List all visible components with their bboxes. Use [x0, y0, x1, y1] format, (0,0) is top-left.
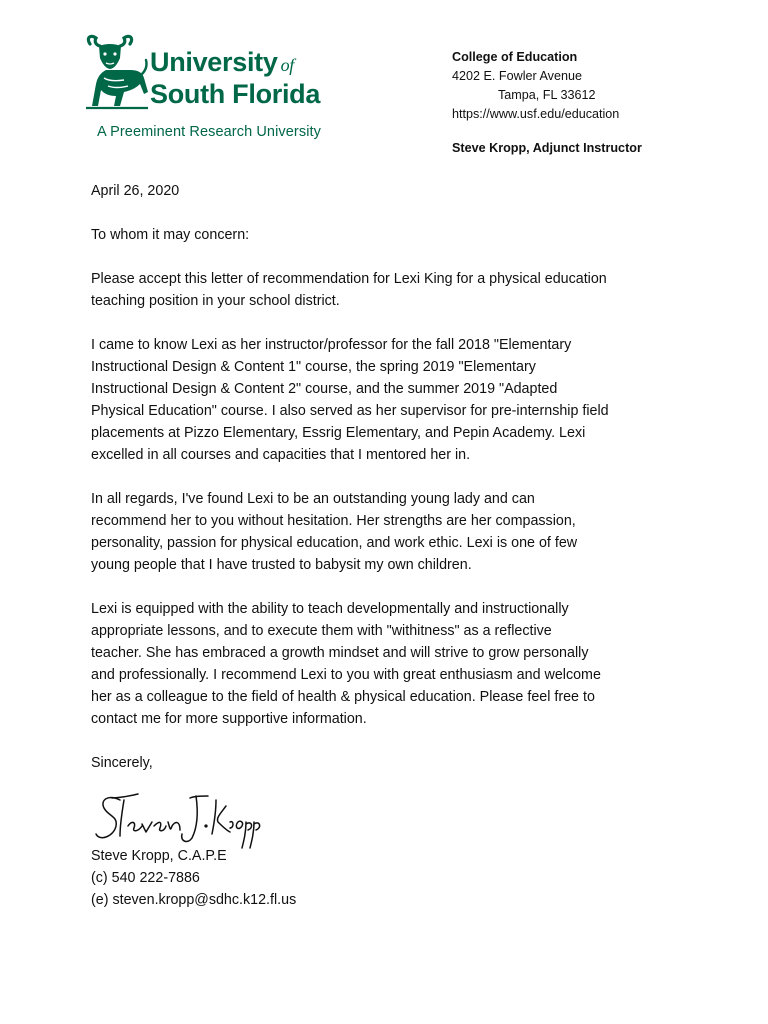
text-line: teaching position in your school district. [91, 293, 340, 309]
text-line: Instructional Design & Content 1" course, the spring 2019 "Elementary [91, 359, 536, 375]
university-name [150, 48, 320, 109]
logo-word-south-florida: South Florida [150, 79, 321, 109]
text-line: and professionally. I recommend Lexi to you with great enthusiasm and welcome [91, 667, 601, 683]
text-line: personality, passion for physical education, and work ethic. Lexi is one of few [91, 535, 578, 551]
salutation: To whom it may concern: [91, 227, 250, 243]
letter-date: April 26, 2020 [91, 183, 180, 199]
closing: Sincerely, [91, 755, 153, 771]
paragraph-strengths [91, 488, 691, 576]
logo-word-of: of [280, 55, 294, 75]
signer-email: (e) steven.kropp@sdhc.k12.fl.us [91, 892, 297, 908]
signer-phone: (c) 540 222-7886 [91, 870, 200, 886]
handwritten-signature [94, 786, 264, 850]
letter-body [91, 180, 691, 774]
text-line: young people that I have trusted to babysit my own children. [91, 557, 472, 573]
text-line: teacher. She has embraced a growth mindset and will strive to grow personally [91, 645, 589, 661]
street-address: 4202 E. Fowler Avenue [452, 69, 582, 83]
usf-logo [84, 34, 384, 146]
paragraph-background [91, 334, 691, 466]
text-line: excelled in all courses and capacities that I mentored her in. [91, 447, 471, 463]
text-line: her as a colleague to the field of health & physical education. Please feel free to [91, 689, 595, 705]
text-line: Instructional Design & Content 2" course, and the summer 2019 "Adapted [91, 381, 558, 397]
logo-word-university: University [150, 47, 278, 77]
signature-block [91, 845, 296, 911]
paragraph-intro [91, 268, 691, 312]
instructor-title: Steve Kropp, Adjunct Instructor [452, 141, 642, 155]
letterhead-address [452, 48, 752, 158]
paragraph-recommendation [91, 598, 691, 730]
text-line: Please accept this letter of recommendation for Lexi King for a physical education [91, 271, 607, 287]
website-url: https://www.usf.edu/education [452, 107, 620, 121]
text-line: placements at Pizzo Elementary, Essrig Elementary, and Pepin Academy. Lexi [91, 425, 586, 441]
signer-name: Steve Kropp, C.A.P.E [91, 848, 227, 864]
text-line: contact me for more supportive information. [91, 711, 367, 727]
logo-tagline: A Preeminent Research University [97, 124, 322, 140]
text-line: Lexi is equipped with the ability to teach developmentally and instructionally [91, 601, 569, 617]
text-line: In all regards, I've found Lexi to be an outstanding young lady and can [91, 491, 535, 507]
department-name: College of Education [452, 50, 578, 64]
text-line: Physical Education" course. I also served as her supervisor for pre-internship field [91, 403, 609, 419]
text-line: appropriate lessons, and to execute them with "withitness" as a reflective [91, 623, 552, 639]
text-line: I came to know Lexi as her instructor/professor for the fall 2018 "Elementary [91, 337, 572, 353]
text-line: recommend her to you without hesitation. Her strengths are her compassion, [91, 513, 576, 529]
city-state-zip: Tampa, FL 33612 [498, 88, 596, 102]
bull-logo-icon [84, 34, 150, 112]
